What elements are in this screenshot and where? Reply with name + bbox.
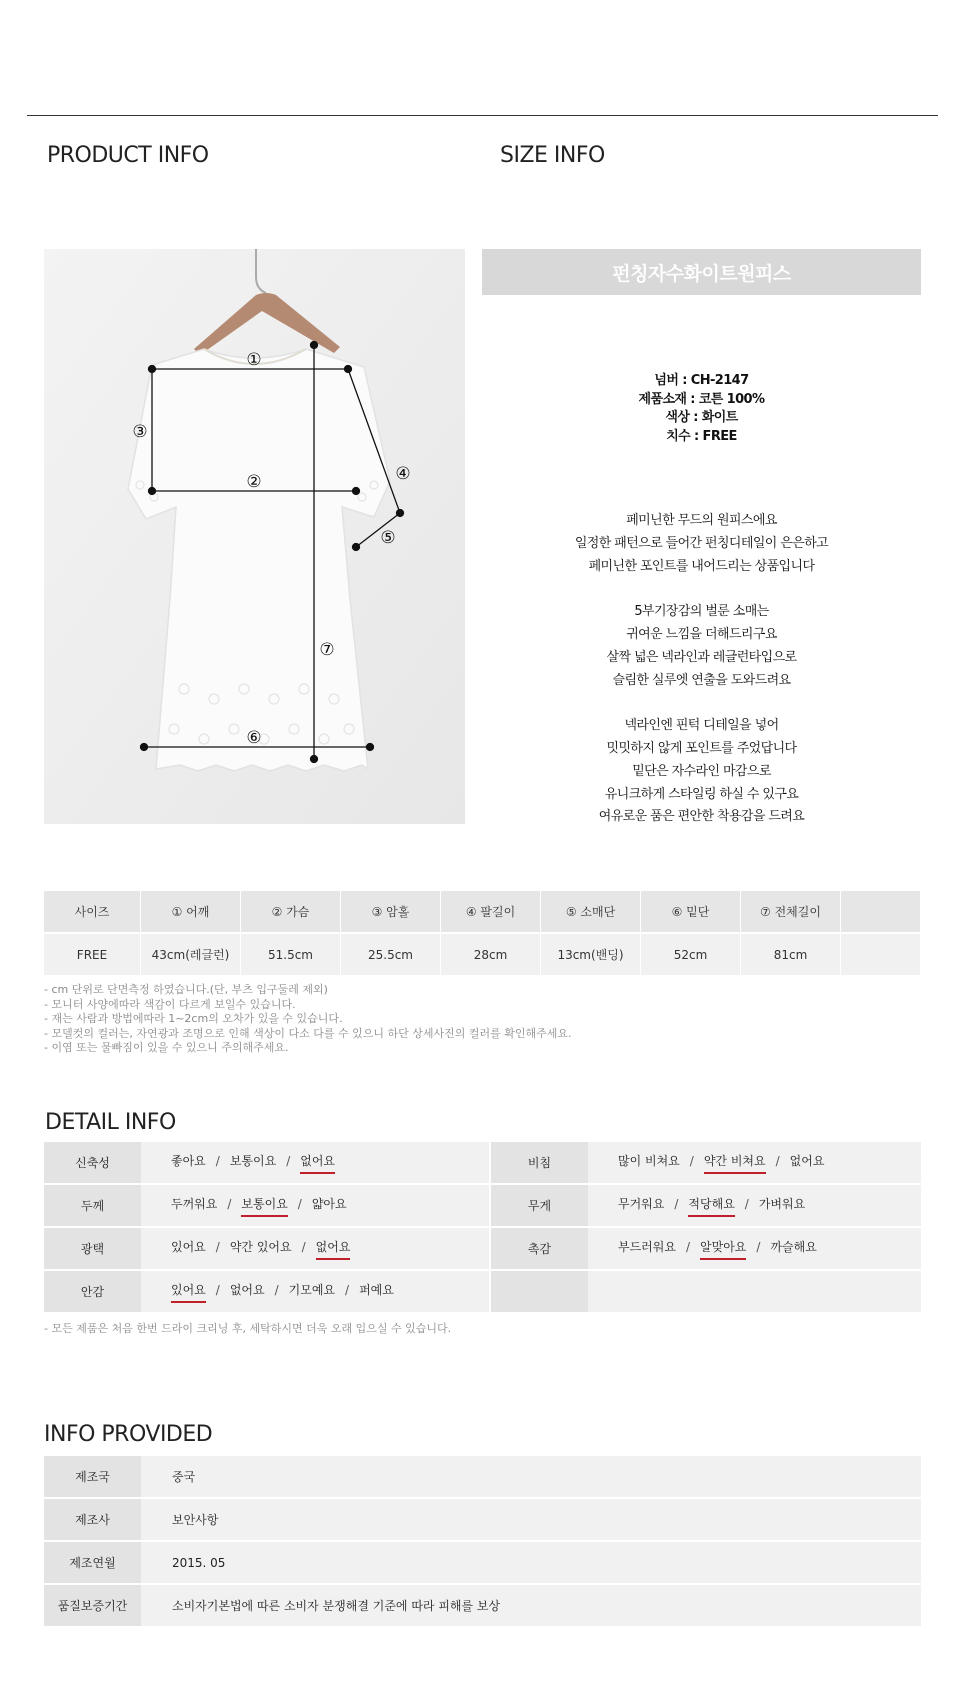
info-label: 제조사 [44,1499,141,1542]
size-note: - 모니터 사양에따라 색감이 다르게 보일수 있습니다. [44,997,296,1011]
size-cell: 81cm [741,934,841,977]
marker-5: ⑤ [380,528,396,548]
desc-spacer [482,578,921,601]
spec-line: 제품소재 : 코튼 100% [638,391,765,407]
detail-option: 보통이요 [229,1153,277,1168]
detail-option: 퍼예요 [359,1282,394,1297]
detail-label: 광택 [44,1228,141,1271]
product-name: 펀칭자수화이트원피스 [612,262,791,285]
size-cell [841,934,921,977]
info-value: 2015. 05 [141,1542,921,1585]
product-description [482,510,921,829]
detail-label: 무게 [491,1185,588,1228]
detail-table [44,1142,921,1314]
size-header-cell: ③ 암홀 [341,891,441,934]
detail-options: 두꺼워요 / 보통이요 / 얇아요 [141,1185,491,1228]
info-label: 제조국 [44,1456,141,1499]
top-divider [27,115,938,116]
detail-option: 무거워요 [618,1196,665,1211]
size-cell: 28cm [441,934,541,977]
detail-options: 무거워요 / 적당해요 / 가벼워요 [588,1185,921,1228]
detail-label: 두께 [44,1185,141,1228]
detail-label: 안감 [44,1271,141,1314]
size-header-cell [841,891,921,934]
size-note: - 재는 사람과 방법에따라 1~2cm의 오차가 있을 수 있습니다. [44,1012,343,1026]
desc-line: 슬림한 실루엣 연출을 도와드려요 [612,672,791,688]
size-header-cell: ① 어깨 [141,891,241,934]
detail-option: 가벼워요 [758,1196,806,1211]
info-label: 제조연월 [44,1542,141,1585]
desc-line: 페미닌한 포인트를 내어드리는 상품입니다 [588,558,815,574]
detail-option: 까슬해요 [770,1239,817,1254]
marker-4: ④ [395,464,411,484]
marker-6: ⑥ [246,728,262,748]
detail-row [44,1228,921,1271]
size-cell: 25.5cm [341,934,441,977]
info-table [44,1456,921,1628]
size-header-cell: ⑤ 소매단 [541,891,641,934]
info-value: 중국 [141,1456,921,1499]
detail-option: 좋아요 [171,1153,206,1168]
spec-line: 넘버 : CH-2147 [654,373,749,388]
detail-label: 비침 [491,1142,588,1185]
desc-line: 밑단은 자수라인 마감으로 [632,763,771,779]
detail-label: 촉감 [491,1228,588,1271]
detail-options [588,1271,921,1314]
detail-option-selected: 없어요 [300,1152,335,1174]
size-table-row [44,934,921,977]
detail-option: 많이 비쳐요 [618,1153,680,1168]
detail-option-selected: 있어요 [171,1281,206,1303]
size-note: - 모델컷의 컬러는, 자연광과 조명으로 인해 색상이 다소 다를 수 있으니 하단 상세사진의 컬러를 확인해주세요. [44,1026,572,1040]
detail-option-selected: 없어요 [316,1238,351,1260]
detail-option: 부드러워요 [618,1239,676,1254]
detail-row [44,1185,921,1228]
desc-line: 밋밋하지 않게 포인트를 주었답니다 [606,740,797,756]
detail-option-selected: 약간 비쳐요 [704,1152,766,1174]
detail-option-selected: 적당해요 [688,1195,734,1217]
detail-option: 없어요 [229,1282,265,1297]
detail-option: 있어요 [171,1239,206,1254]
detail-option-selected: 알맞아요 [700,1238,746,1260]
detail-option: 두꺼워요 [171,1196,218,1211]
product-name-bar [482,249,921,295]
desc-line: 페미닌한 무드의 원피스에요 [626,513,777,528]
desc-line: 일정한 패턴으로 들어간 펀칭디테일이 은은하고 [574,535,829,551]
detail-options: 있어요 / 약간 있어요 / 없어요 [141,1228,491,1271]
spec-line: 치수 : FREE [666,428,737,444]
detail-row [44,1271,921,1314]
size-cell: 51.5cm [241,934,341,977]
detail-row [44,1142,921,1185]
desc-spacer [482,692,921,715]
spec-line: 색상 : 화이트 [665,410,738,425]
detail-options: 부드러워요 / 알맞아요 / 까슬해요 [588,1228,921,1271]
marker-2: ② [246,472,262,492]
size-header-cell: 사이즈 [44,891,141,934]
size-table-header [44,891,921,934]
size-cell: 52cm [641,934,741,977]
detail-option: 기모예요 [288,1282,336,1297]
product-photo [44,249,465,824]
desc-line: 넥라인엔 핀턱 디테일을 넣어 [624,718,779,734]
info-row [44,1499,921,1542]
size-header-cell: ⑥ 밑단 [641,891,741,934]
garment-measurement-diagram [44,249,465,824]
detail-options: 많이 비쳐요 / 약간 비쳐요 / 없어요 [588,1142,921,1185]
info-label: 품질보증기간 [44,1585,141,1628]
info-row [44,1456,921,1499]
detail-option: 얇아요 [311,1196,347,1211]
info-value: 보안사항 [141,1499,921,1542]
marker-1: ① [246,350,262,370]
product-info-heading: PRODUCT INFO [47,143,209,168]
detail-options: 좋아요 / 보통이요 / 없어요 [141,1142,491,1185]
detail-option-selected: 보통이요 [241,1195,287,1217]
size-header-cell: ⑦ 전체길이 [741,891,841,934]
detail-label: 신축성 [44,1142,141,1185]
desc-line: 여유로운 품은 편안한 착용감을 드려요 [598,809,805,825]
desc-line: 유니크하게 스타일링 하실 수 있구요 [604,786,799,802]
detail-option: 없어요 [789,1153,825,1168]
info-row [44,1585,921,1628]
size-table [44,891,921,977]
info-provided-heading: INFO PROVIDED [44,1422,213,1447]
desc-line: 귀여운 느낌을 더해드리구요 [626,626,777,642]
product-specs [482,372,921,446]
size-cell: FREE [44,934,141,977]
detail-note: - 모든 제품은 처음 한번 드라이 크리닝 후, 세탁하시면 더욱 오래 입으실 수 있습니다. [44,1322,452,1335]
size-info-heading: SIZE INFO [500,143,605,168]
size-header-cell: ④ 팔길이 [441,891,541,934]
size-cell: 43cm(레글런) [141,934,241,977]
size-notes [44,983,571,1056]
marker-3: ③ [132,422,148,442]
size-note: - 이염 또는 물빠짐이 있을 수 있으니 주의해주세요. [44,1041,289,1055]
detail-info-heading: DETAIL INFO [45,1110,176,1135]
desc-line: 살짝 넓은 넥라인과 레글런타입으로 [606,649,797,665]
info-row [44,1542,921,1585]
detail-label [491,1271,588,1314]
size-header-cell: ② 가슴 [241,891,341,934]
marker-7: ⑦ [319,640,335,660]
size-cell: 13cm(밴딩) [541,934,641,977]
info-value: 소비자기본법에 따른 소비자 분쟁해결 기준에 따라 피해를 보상 [141,1585,921,1628]
desc-line: 5부기장감의 벌룬 소매는 [634,604,769,620]
detail-options: 있어요 / 없어요 / 기모예요 / 퍼예요 [141,1271,491,1314]
size-note: - cm 단위로 단면측정 하였습니다.(단, 부츠 입구둘레 제외) [44,983,328,996]
detail-option: 약간 있어요 [229,1239,292,1254]
